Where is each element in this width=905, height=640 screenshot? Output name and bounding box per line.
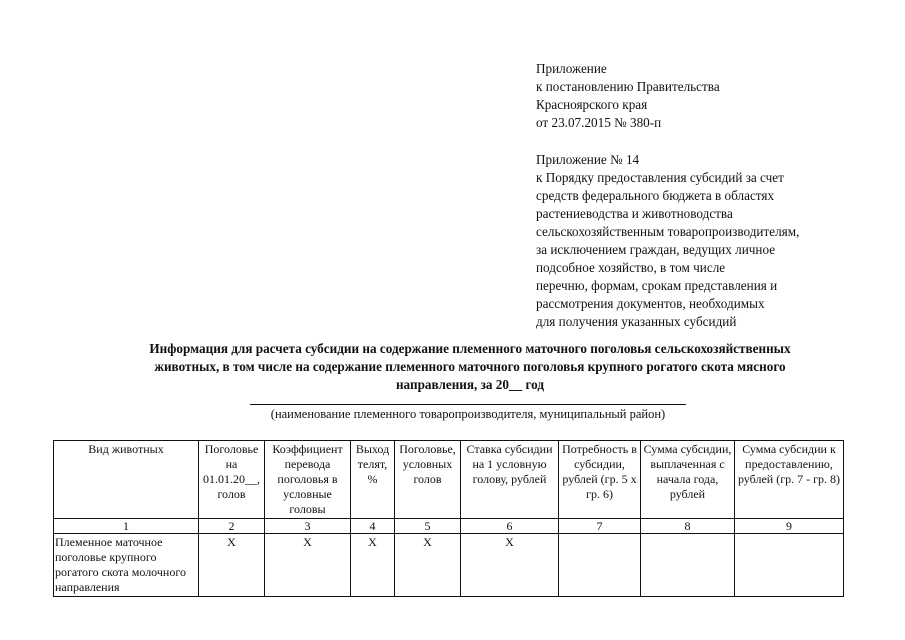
appendix-line: Приложение № 14 [536, 152, 640, 167]
appendix-line: средств федерального бюджета в областях [536, 188, 775, 203]
producer-name-caption: (наименование племенного товаропроизводителя, муниципальный район) [270, 407, 666, 421]
table-row [54, 534, 844, 597]
column-number-cell: 5 [395, 519, 461, 534]
appendix-line: за исключением граждан, ведущих личное [536, 242, 776, 257]
appendix-line: подсобное хозяйство, в том числе [536, 260, 726, 275]
column-number-cell: 9 [735, 519, 844, 534]
column-number-cell: 2 [199, 519, 265, 534]
appendix-line: Красноярского края [536, 97, 648, 112]
appendix-block-resolution [536, 60, 799, 132]
producer-name-blank-line [250, 404, 686, 405]
header-cell: Ставка субсидии на 1 условную голову, рублей [461, 441, 559, 519]
title-line: направления, за 20__ год [395, 377, 545, 392]
column-number-cell: 6 [461, 519, 559, 534]
appendix-line: к Порядку предоставления субсидий за счет [536, 170, 784, 185]
appendix-line: рассмотрения документов, необходимых [536, 296, 765, 311]
table-cell [559, 534, 641, 597]
table-cell: Х [461, 534, 559, 597]
table-cell [641, 534, 735, 597]
table-cell: Х [351, 534, 395, 597]
appendix-header [536, 60, 799, 331]
header-cell: Потребность в субсидии, рублей (гр. 5 х гр. 6) [559, 441, 641, 519]
header-cell: Поголовье, условных голов [395, 441, 461, 519]
appendix-block-order [536, 151, 799, 331]
table-cell: Х [395, 534, 461, 597]
table-header-row [54, 441, 844, 519]
table-cell: Х [199, 534, 265, 597]
appendix-line: перечню, формам, срокам представления и [536, 278, 778, 293]
column-number-cell: 3 [265, 519, 351, 534]
appendix-line: для получения указанных субсидий [536, 314, 737, 329]
appendix-line: к постановлению Правительства [536, 79, 720, 94]
header-cell: Коэффициент перевода поголовья в условные головы [265, 441, 351, 519]
header-cell: Поголовье на 01.01.20__, голов [199, 441, 265, 519]
appendix-line: растениеводства и животноводства [536, 206, 733, 221]
title-line: Информация для расчета субсидии на содержание племенного маточного поголовья сельскохозяйственных [149, 341, 791, 356]
column-number-cell: 7 [559, 519, 641, 534]
column-number-cell: 1 [54, 519, 199, 534]
document-title [70, 340, 870, 394]
animal-type-cell: Племенное маточное поголовье крупного рогатого скота молочного направления [54, 534, 199, 597]
table-column-number-row [54, 519, 844, 534]
table-cell: Х [265, 534, 351, 597]
header-cell: Сумма субсидии к предоставлению, рублей (гр. 7 - гр. 8) [735, 441, 844, 519]
title-line: животных, в том числе на содержание племенного маточного поголовья крупного рогатого скота мясного [154, 359, 786, 374]
appendix-line: Приложение [536, 61, 607, 76]
header-cell: Выход телят, % [351, 441, 395, 519]
table-cell [735, 534, 844, 597]
header-cell: Сумма субсидии, выплаченная с начала года, рублей [641, 441, 735, 519]
column-number-cell: 8 [641, 519, 735, 534]
column-number-cell: 4 [351, 519, 395, 534]
subsidy-table [53, 440, 844, 597]
appendix-line: от 23.07.2015 № 380-п [536, 115, 662, 130]
appendix-line: сельскохозяйственным товаропроизводителям, [536, 224, 800, 239]
header-cell: Вид животных [54, 441, 199, 519]
